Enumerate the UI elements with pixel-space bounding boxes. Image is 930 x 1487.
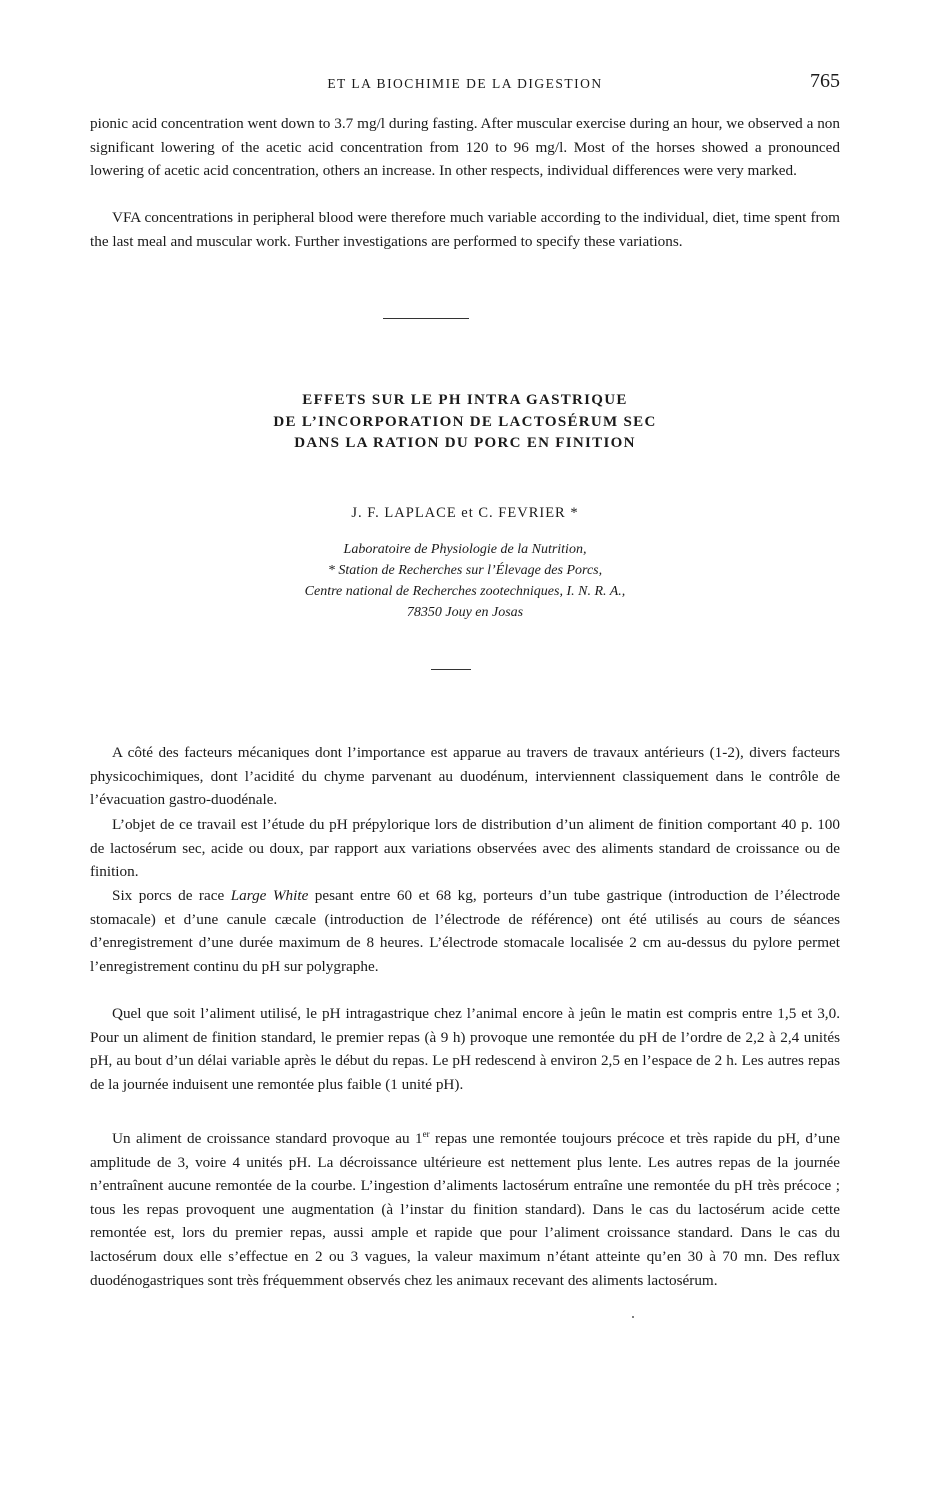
running-title: ET LA BIOCHIMIE DE LA DIGESTION xyxy=(327,76,603,91)
running-head xyxy=(90,70,840,98)
body-paragraph-5: Un aliment de croissance standard provoque au 1er repas une remontée toujours précoce et très rapide du pH, d’une amplitude de 3, voire 4 unités pH. La décroissance ultérieure est nettement plus lente. Les autres repas de la journée n’entraînent aucune remontée de la courbe. L’ingestion d’aliments lactosérum entraîne une remontée du pH très précoce ; tous les repas provoquent une augmentation (à l’instar du finition standard). Dans le cas du lactosérum acide cette remontée est, lors du premier repas, aussi ample et rapide que pour l’aliment croissance standard. Dans le cas du lactosérum doux elle s’effectue en 2 ou 3 vagues, la valeur maximum n’étant atteinte qu’en 30 à 70 mn. Des reflux duodénogastriques sont très fréquemment observés chez les animaux recevant des aliments lactosérum. xyxy=(90,1129,840,1289)
article-authors: J. F. LAPLACE et C. FEVRIER * xyxy=(351,505,579,521)
print-speck xyxy=(632,1316,634,1318)
body-paragraph-2-text: L’objet de ce travail est l’étude du pH prépylorique lors de distribution d’un aliment de finition comportant 40 p. 100 de lactosérum sec, acide ou doux, par rapport aux variations observées avec des aliments standard de croissance ou de finition. xyxy=(90,816,840,881)
affiliation-line-2: * Station de Recherches sur l’Élevage des Porcs, xyxy=(327,563,603,578)
body-paragraph-2 xyxy=(90,813,840,884)
affiliation-line-1: Laboratoire de Physiologie de la Nutrition, xyxy=(343,542,587,557)
page-number: 765 xyxy=(810,70,840,92)
body-paragraph-1: A côté des facteurs mécaniques dont l’importance est apparue au travers de travaux antérieurs (1-2), divers facteurs physicochimiques, dont l’acidité du chyme parvenant au duodénum, interviennent classiquement dans le contrôle de l’évacuation gastro-duodénale. xyxy=(90,744,840,809)
article-title xyxy=(90,390,840,455)
title-line-1: EFFETS SUR LE PH INTRA GASTRIQUE xyxy=(302,392,628,408)
intro-paragraph-2: VFA concentrations in peripheral blood were therefore much variable according to the individual, diet, time spent from the last meal and muscular work. Further investigations are performed to specify these variations. xyxy=(90,209,840,250)
body-paragraph-3: Six porcs de race Large White pesant entre 60 et 68 kg, porteurs d’un tube gastrique (introduction de l’électrode stomacale) et d’une canule cæcale (introduction de l’électrode de référence) ont été utilisés au cours de séances d’enregistrement d’une durée maximum de 8 heures. L’électrode stomacale localisée 2 cm au-dessus du pylore permet l’enregistrement continu du pH sur polygraphe. xyxy=(90,887,840,975)
affiliation-divider xyxy=(431,669,471,670)
breed-name: Large White xyxy=(230,887,309,904)
body-paragraph-4: Quel que soit l’aliment utilisé, le pH intragastrique chez l’animal encore à jeûn le matin est compris entre 1,5 et 3,0. Pour un aliment de finition standard, le premier repas (à 9 h) provoque une remontée du pH de l’ordre de 2,2 à 2,4 unités pH, au bout d’un délai variable après le début du repas. Le pH redescend à environ 2,5 en l’espace de 2 h. Les autres repas de la journée induisent une remontée plus faible (1 unité pH). xyxy=(90,1005,840,1093)
affiliation-line-4: 78350 Jouy en Josas xyxy=(406,605,524,620)
superscript-er: er xyxy=(422,1129,430,1139)
intro-paragraph-1: pionic acid concentration went down to 3.7 mg/l during fasting. After muscular exercise during an hour, we observed a non significant lowering of the acetic acid concentration from 120 to 96 mg/l. Most of the horses showed a pronounced lowering of acetic acid concentration, others an increase. In other respects, individual differences were very marked. xyxy=(90,115,840,180)
article-affiliations xyxy=(90,539,840,623)
affiliation-line-3: Centre national de Recherches zootechniques, I. N. R. A., xyxy=(304,584,626,599)
section-divider xyxy=(383,318,469,319)
title-line-3: DANS LA RATION DU PORC EN FINITION xyxy=(294,435,636,451)
title-line-2: DE L’INCORPORATION DE LACTOSÉRUM SEC xyxy=(273,413,657,430)
